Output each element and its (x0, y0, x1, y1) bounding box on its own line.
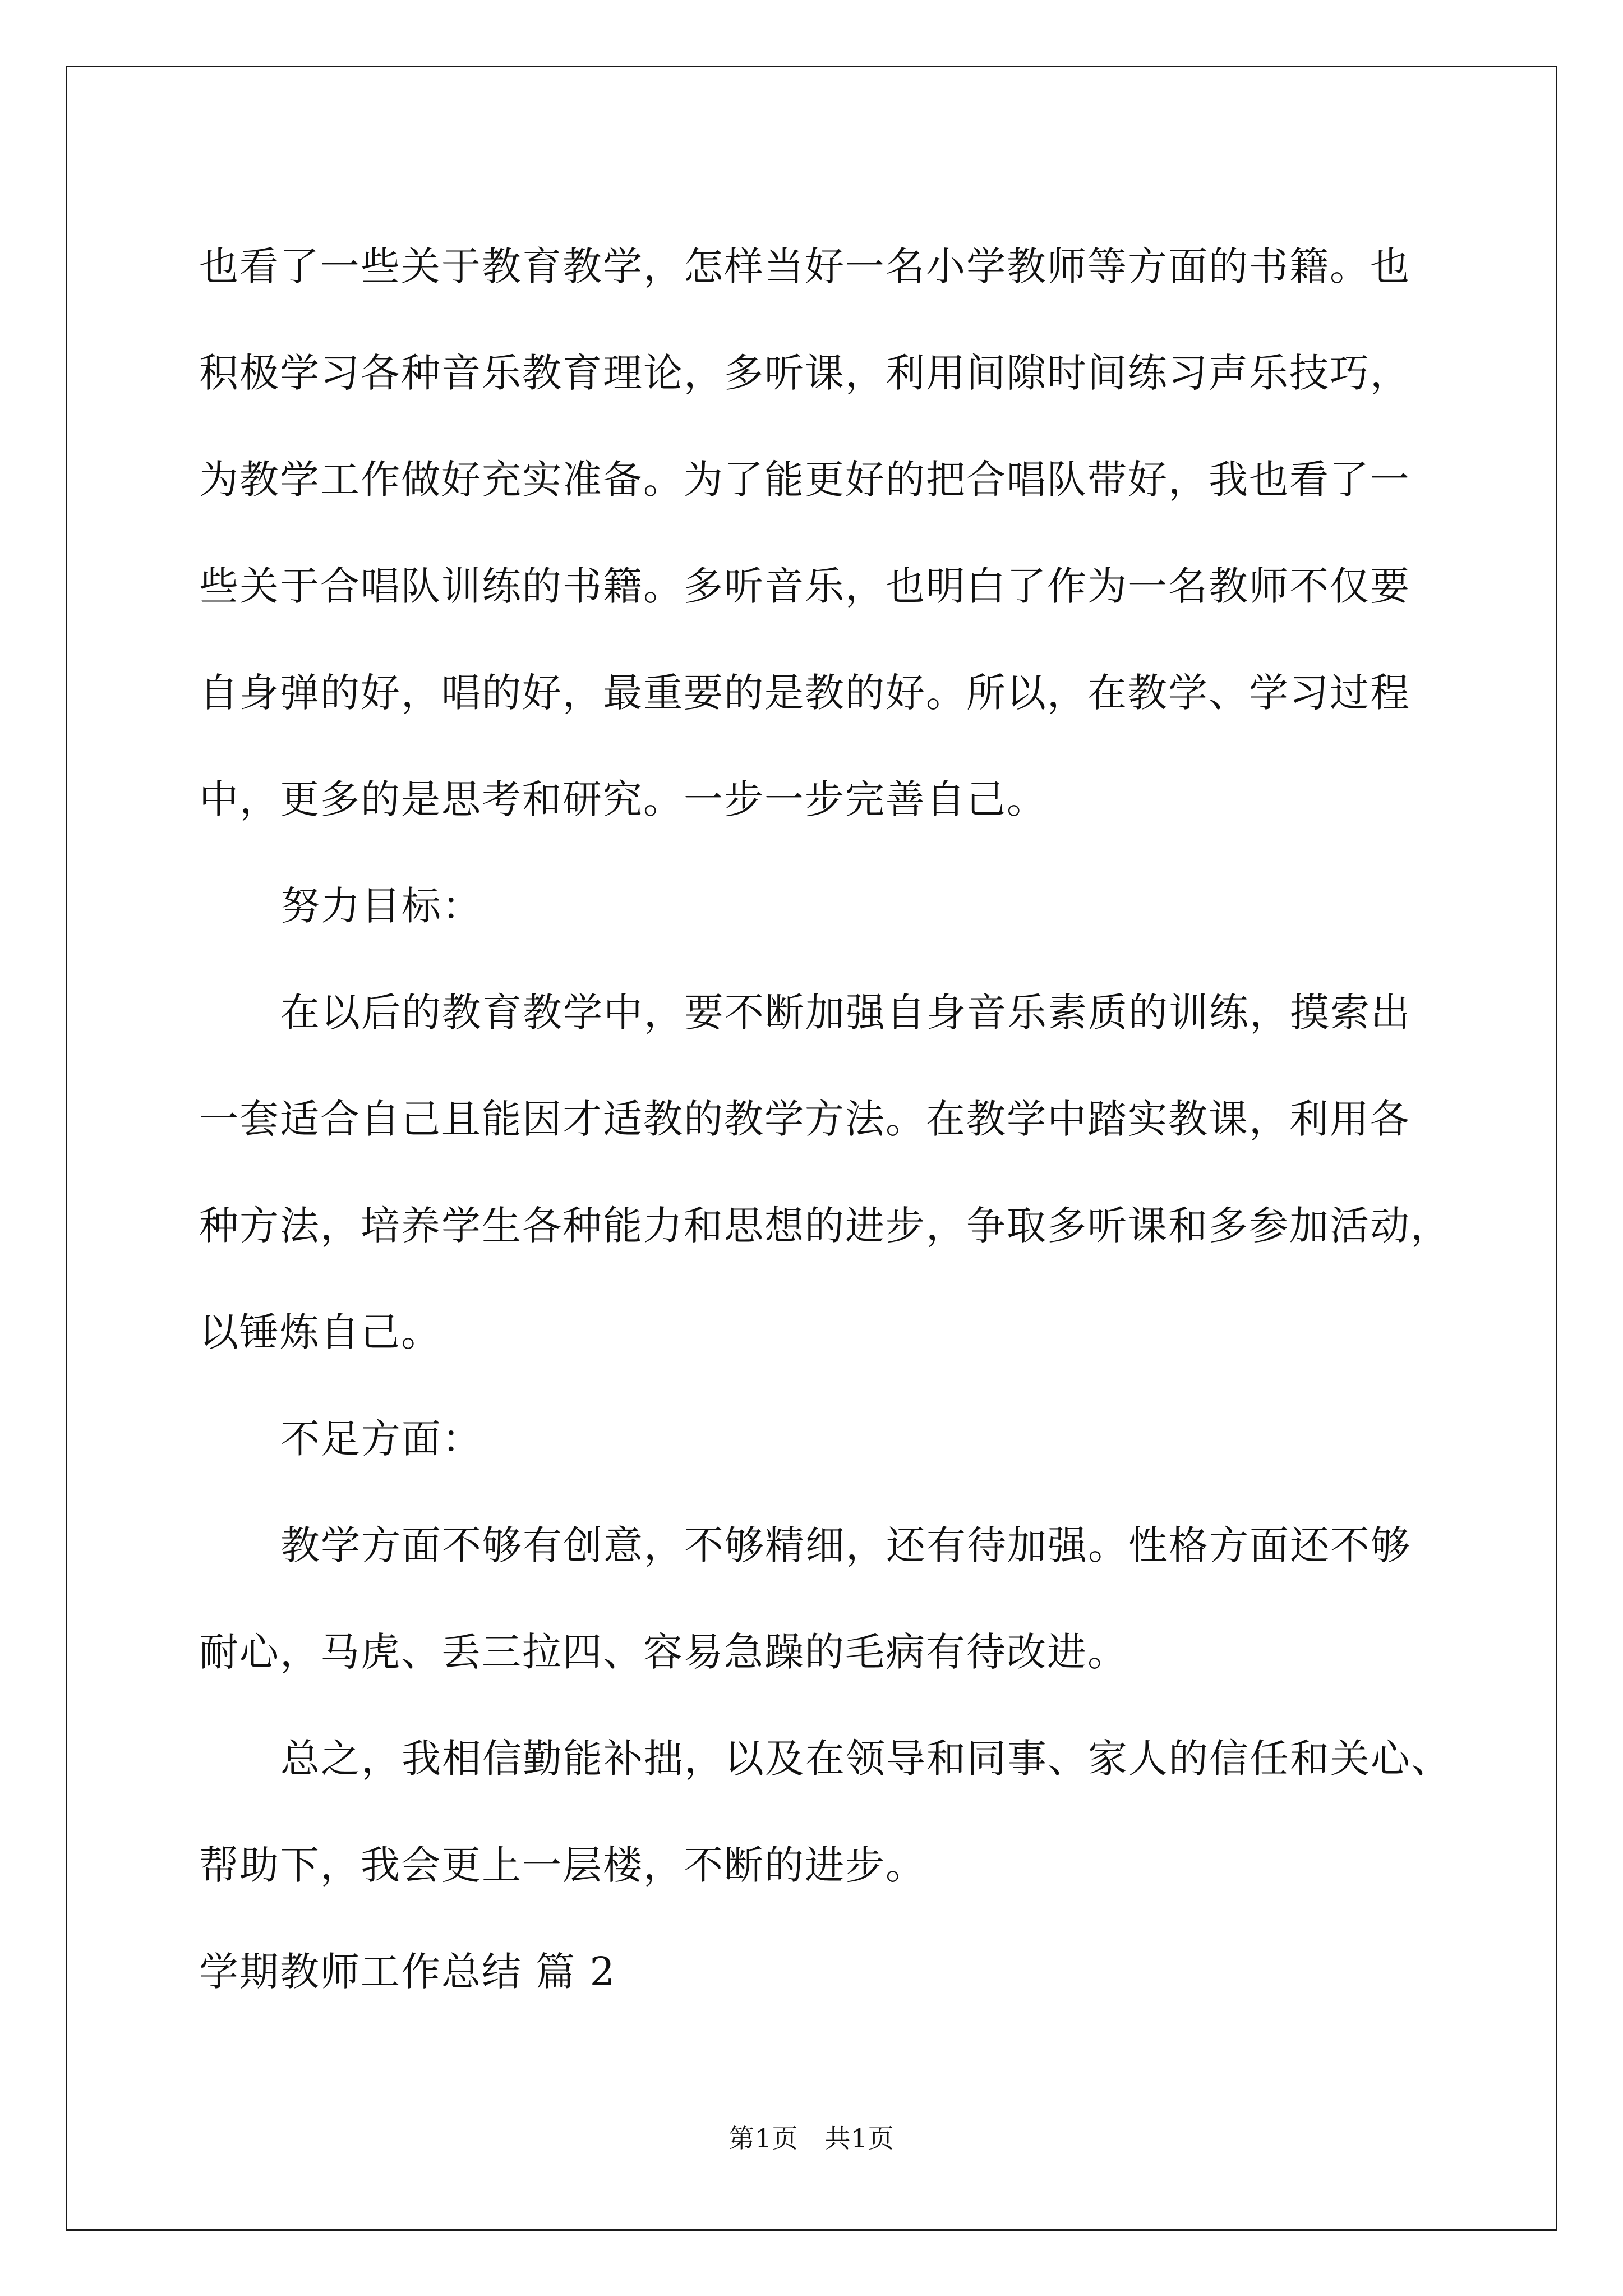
paragraph-line: 种方法，培养学生各种能力和思想的进步，争取多听课和多参加活动， (199, 1203, 1451, 1249)
section-heading-shortcomings: 不足方面： (280, 1416, 482, 1462)
paragraph-line: 教学方面不够有创意，不够精细，还有待加强。性格方面还不够 (280, 1522, 1411, 1568)
paragraph-line: 耐心，马虎、丢三拉四、容易急躁的毛病有待改进。 (199, 1629, 1128, 1675)
document-body (199, 213, 1472, 2025)
article-title: 学期教师工作总结 篇 2 (199, 1949, 616, 1995)
paragraph-line: 积极学习各种音乐教育理论，多听课，利用间隙时间练习声乐技巧， (199, 350, 1410, 396)
page-footer (0, 2122, 1623, 2155)
paragraph-line: 自身弹的好，唱的好，最重要的是教的好。所以，在教学、学习过程 (199, 670, 1410, 716)
paragraph-line: 中，更多的是思考和研究。一步一步完善自己。 (199, 776, 1047, 822)
paragraph-line: 为教学工作做好充实准备。为了能更好的把合唱队带好，我也看了一 (199, 457, 1410, 503)
page-number: 第1页 共1页 (728, 2123, 895, 2154)
paragraph-line: 帮助下，我会更上一层楼，不断的进步。 (199, 1842, 926, 1888)
paragraph-line: 在以后的教育教学中，要不断加强自身音乐素质的训练，摸索出 (280, 990, 1411, 1036)
section-heading-goals: 努力目标： (280, 883, 482, 929)
paragraph-line: 以锤炼自己。 (199, 1309, 441, 1355)
paragraph-line: 总之，我相信勤能补拙，以及在领导和同事、家人的信任和关心、 (280, 1736, 1451, 1782)
paragraph-line: 些关于合唱队训练的书籍。多听音乐，也明白了作为一名教师不仅要 (199, 563, 1410, 609)
paragraph-line: 一套适合自己且能因才适教的教学方法。在教学中踏实教课，利用各 (199, 1096, 1410, 1142)
paragraph-line: 也看了一些关于教育教学，怎样当好一名小学教师等方面的书籍。也 (199, 243, 1410, 289)
